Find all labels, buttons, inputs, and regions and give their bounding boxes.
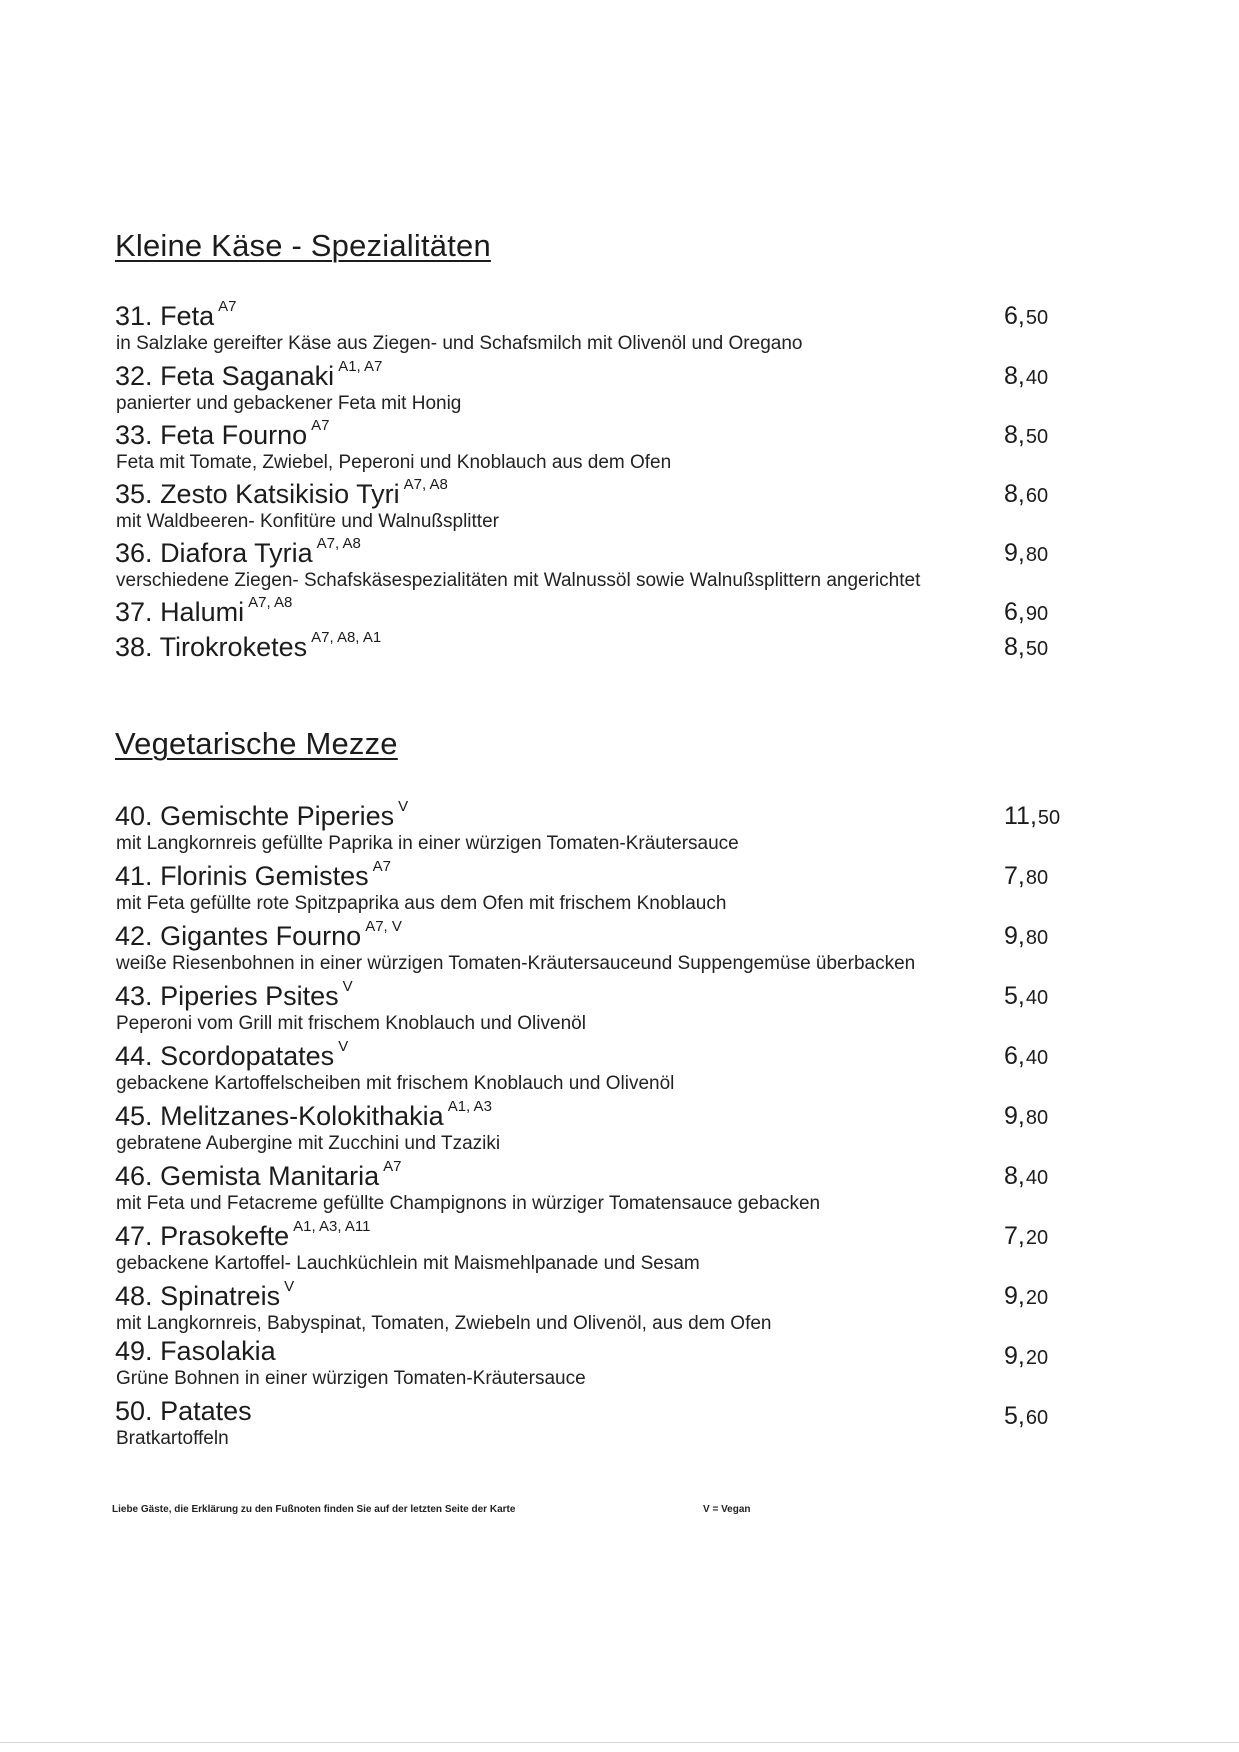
- price-cents: 20: [1025, 1227, 1049, 1249]
- item-name-line: [115, 855, 1239, 892]
- allergen-codes: V: [398, 798, 409, 815]
- item-number: 42.: [115, 921, 153, 951]
- price-main: 7,: [1004, 1222, 1025, 1250]
- price-cents: 50: [1025, 426, 1049, 448]
- price-cents: 50: [1037, 807, 1061, 829]
- allergen-codes: A1, A7: [338, 358, 383, 375]
- price-main: 9,: [1004, 1282, 1025, 1310]
- price-main: 6,: [1004, 1042, 1025, 1070]
- item-description: in Salzlake gereifter Käse aus Ziegen- und Schafsmilch mit Olivenöl und Oregano: [116, 333, 803, 354]
- menu-item-38: [115, 626, 1239, 663]
- price-main: 8,: [1004, 633, 1025, 661]
- price-main: 8,: [1004, 480, 1025, 508]
- item-name-line: [115, 1155, 1239, 1192]
- item-price: [1004, 1341, 1048, 1373]
- item-name-line: [115, 795, 1239, 832]
- allergen-codes: A7: [383, 1158, 402, 1175]
- price-main: 9,: [1004, 922, 1025, 950]
- menu-item-43: [115, 975, 1239, 1036]
- item-number: 50.: [115, 1396, 153, 1426]
- menu-item-42: [115, 915, 1239, 976]
- item-price: [1004, 1161, 1048, 1193]
- item-number: 38.: [115, 632, 153, 662]
- price-cents: 80: [1025, 927, 1049, 949]
- item-price: [1004, 301, 1048, 333]
- section-title-kaese: Kleine Käse - Spezialitäten: [115, 228, 491, 263]
- item-name: Spinatreis: [160, 1281, 281, 1311]
- menu-item-48: [115, 1275, 1239, 1336]
- item-price: [1004, 538, 1048, 570]
- item-price: [1004, 420, 1048, 452]
- item-name-line: [115, 1275, 1239, 1312]
- item-name-line: [115, 295, 1239, 332]
- allergen-codes: A7: [218, 298, 237, 315]
- menu-item-40: [115, 795, 1239, 856]
- item-description: gebackene Kartoffelscheiben mit frischem Knoblauch und Olivenöl: [116, 1073, 675, 1094]
- price-cents: 50: [1025, 307, 1049, 329]
- item-number: 49.: [115, 1336, 153, 1366]
- price-cents: 40: [1025, 367, 1049, 389]
- price-main: 5,: [1004, 982, 1025, 1010]
- item-number: 33.: [115, 420, 153, 450]
- price-cents: 20: [1025, 1347, 1049, 1369]
- price-main: 8,: [1004, 362, 1025, 390]
- price-main: 9,: [1004, 1102, 1025, 1130]
- price-cents: 80: [1025, 544, 1049, 566]
- item-name: Gemischte Piperies: [160, 801, 395, 831]
- item-name: Zesto Katsikisio Tyri: [160, 479, 400, 509]
- menu-item-41: [115, 855, 1239, 916]
- allergen-codes: A7, A8, A1: [311, 629, 382, 646]
- item-price: [1004, 921, 1048, 953]
- footnote-note: Liebe Gäste, die Erklärung zu den Fußnoten finden Sie auf der letzten Seite der Karte: [112, 1504, 516, 1515]
- bottom-edge-line: [0, 1742, 1239, 1743]
- price-main: 9,: [1004, 539, 1025, 567]
- allergen-codes: A7, A8: [316, 535, 361, 552]
- menu-item-31: [115, 295, 1239, 356]
- price-cents: 80: [1025, 1107, 1049, 1129]
- item-name-line: [115, 1035, 1239, 1072]
- allergen-codes: A1, A3, A11: [293, 1218, 371, 1235]
- item-name-line: [115, 473, 1239, 510]
- item-description: Bratkartoffeln: [116, 1428, 229, 1449]
- item-name-line: [115, 355, 1239, 392]
- price-cents: 90: [1025, 603, 1049, 625]
- price-cents: 60: [1025, 485, 1049, 507]
- item-price: [1004, 1101, 1048, 1133]
- item-price: [1004, 361, 1048, 393]
- item-price: [1004, 801, 1060, 833]
- item-name-line: [115, 1395, 1239, 1427]
- price-main: 6,: [1004, 302, 1025, 330]
- item-price: [1004, 1221, 1048, 1253]
- item-name: Feta: [160, 301, 215, 331]
- price-cents: 40: [1025, 1047, 1049, 1069]
- item-number: 32.: [115, 361, 153, 391]
- allergen-codes: A7: [311, 417, 330, 434]
- price-cents: 40: [1025, 987, 1049, 1009]
- item-name: Patates: [160, 1396, 252, 1426]
- item-name: Piperies Psites: [160, 981, 339, 1011]
- item-description: verschiedene Ziegen- Schafskäsespezialitäten mit Walnussöl sowie Walnußsplittern angerichtet: [116, 570, 921, 591]
- item-name: Gemista Manitaria: [160, 1161, 380, 1191]
- item-name-line: [115, 915, 1239, 952]
- price-main: 11,: [1004, 802, 1037, 830]
- item-price: [1004, 861, 1048, 893]
- menu-item-47: [115, 1215, 1239, 1276]
- menu-item-35: [115, 473, 1239, 534]
- price-main: 8,: [1004, 421, 1025, 449]
- menu-item-44: [115, 1035, 1239, 1096]
- item-name-line: [115, 626, 1239, 663]
- item-description: mit Feta gefüllte rote Spitzpaprika aus dem Ofen mit frischem Knoblauch: [116, 893, 727, 914]
- item-name: Melitzanes-Kolokithakia: [160, 1101, 444, 1131]
- item-number: 31.: [115, 301, 153, 331]
- menu-item-49: [115, 1335, 1239, 1391]
- item-name: Scordopatates: [160, 1041, 335, 1071]
- item-description: Feta mit Tomate, Zwiebel, Peperoni und Knoblauch aus dem Ofen: [116, 452, 672, 473]
- item-name: Gigantes Fourno: [160, 921, 362, 951]
- item-name-line: [115, 975, 1239, 1012]
- item-description: mit Langkornreis gefüllte Paprika in einer würzigen Tomaten-Kräutersauce: [116, 833, 739, 854]
- item-name-line: [115, 1215, 1239, 1252]
- item-price: [1004, 632, 1048, 664]
- item-description: weiße Riesenbohnen in einer würzigen Tomaten-Kräutersauceund Suppengemüse überbacken: [116, 953, 916, 974]
- item-description: gebackene Kartoffel- Lauchküchlein mit Maismehlpanade und Sesam: [116, 1253, 700, 1274]
- item-name-line: [115, 1095, 1239, 1132]
- item-number: 47.: [115, 1221, 153, 1251]
- price-main: 8,: [1004, 1162, 1025, 1190]
- price-cents: 50: [1025, 638, 1049, 660]
- item-price: [1004, 1401, 1048, 1433]
- allergen-codes: A7, A8: [403, 476, 448, 493]
- allergen-codes: V: [338, 1038, 349, 1055]
- section-title-vegetarisch: Vegetarische Mezze: [115, 726, 398, 761]
- menu-item-36: [115, 532, 1239, 593]
- price-cents: 20: [1025, 1287, 1049, 1309]
- allergen-codes: A7, A8: [248, 594, 293, 611]
- item-price: [1004, 981, 1048, 1013]
- item-name: Fasolakia: [160, 1336, 276, 1366]
- allergen-codes: V: [284, 1278, 295, 1295]
- item-number: 46.: [115, 1161, 153, 1191]
- item-price: [1004, 1041, 1048, 1073]
- price-main: 9,: [1004, 1342, 1025, 1370]
- item-description: mit Feta und Fetacreme gefüllte Champignons in würziger Tomatensauce gebacken: [116, 1193, 821, 1214]
- item-number: 36.: [115, 538, 153, 568]
- item-description: gebratene Aubergine mit Zucchini und Tzaziki: [116, 1133, 501, 1154]
- price-cents: 60: [1025, 1407, 1049, 1429]
- allergen-codes: V: [342, 978, 353, 995]
- menu-item-32: [115, 355, 1239, 416]
- price-main: 5,: [1004, 1402, 1025, 1430]
- item-name: Tirokroketes: [159, 632, 308, 662]
- item-number: 40.: [115, 801, 153, 831]
- item-name: Florinis Gemistes: [160, 861, 369, 891]
- menu-item-46: [115, 1155, 1239, 1216]
- menu-item-50: [115, 1395, 1239, 1451]
- price-main: 7,: [1004, 862, 1025, 890]
- item-number: 45.: [115, 1101, 153, 1131]
- item-price: [1004, 597, 1048, 629]
- menu-item-33: [115, 414, 1239, 475]
- item-number: 48.: [115, 1281, 153, 1311]
- item-name-line: [115, 532, 1239, 569]
- item-price: [1004, 479, 1048, 511]
- item-number: 35.: [115, 479, 153, 509]
- item-name-line: [115, 414, 1239, 451]
- item-number: 43.: [115, 981, 153, 1011]
- item-name-line: [115, 1335, 1239, 1367]
- item-name-line: [115, 591, 1239, 628]
- item-name: Diafora Tyria: [160, 538, 313, 568]
- menu-item-45: [115, 1095, 1239, 1156]
- item-description: panierter und gebackener Feta mit Honig: [116, 393, 462, 414]
- vegan-legend: V = Vegan: [703, 1504, 751, 1515]
- item-price: [1004, 1281, 1048, 1313]
- item-number: 41.: [115, 861, 153, 891]
- allergen-codes: A1, A3: [447, 1098, 492, 1115]
- price-main: 6,: [1004, 598, 1025, 626]
- menu-item-37: [115, 591, 1239, 628]
- item-name: Feta Fourno: [160, 420, 308, 450]
- item-description: mit Langkornreis, Babyspinat, Tomaten, Zwiebeln und Olivenöl, aus dem Ofen: [116, 1313, 772, 1334]
- item-number: 44.: [115, 1041, 153, 1071]
- item-number: 37.: [115, 597, 153, 627]
- price-cents: 80: [1025, 867, 1049, 889]
- price-cents: 40: [1025, 1167, 1049, 1189]
- item-description: Grüne Bohnen in einer würzigen Tomaten-Kräutersauce: [116, 1368, 586, 1389]
- item-description: Peperoni vom Grill mit frischem Knoblauch und Olivenöl: [116, 1013, 586, 1034]
- allergen-codes: A7: [372, 858, 391, 875]
- item-name: Halumi: [160, 597, 245, 627]
- item-name: Feta Saganaki: [160, 361, 335, 391]
- item-description: mit Waldbeeren- Konfitüre und Walnußsplitter: [116, 511, 499, 532]
- item-name: Prasokefte: [160, 1221, 290, 1251]
- allergen-codes: A7, V: [365, 918, 402, 935]
